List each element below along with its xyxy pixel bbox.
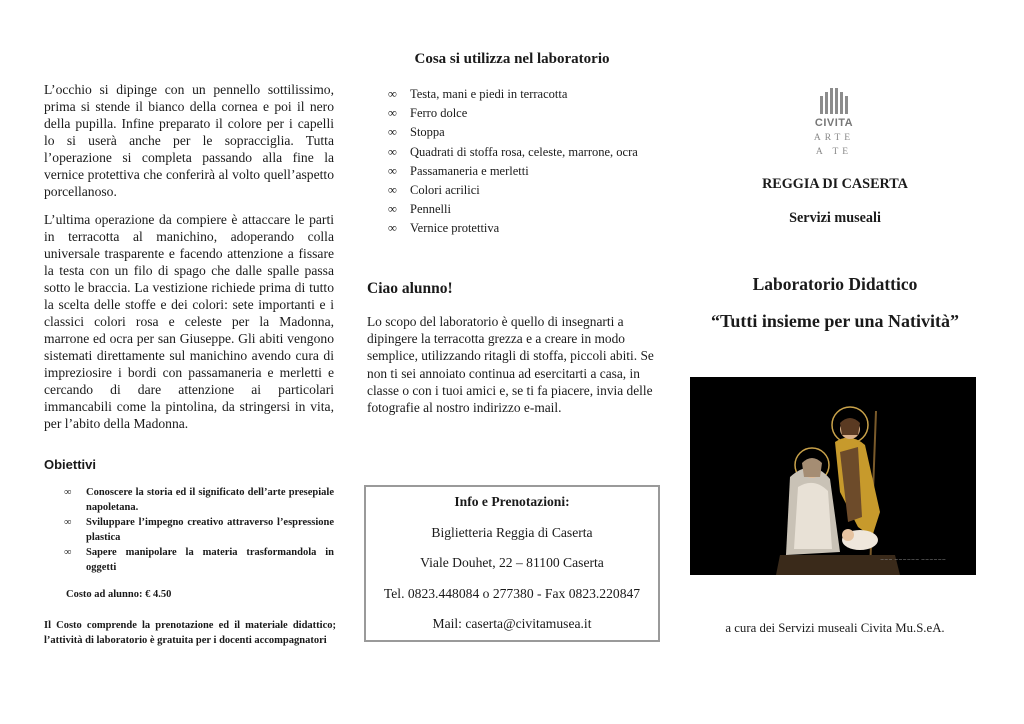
obiettivi-list xyxy=(64,486,334,576)
list-item: ∞ Testa, mani e piedi in terracotta xyxy=(388,85,638,104)
lab-subtitle: “Tutti insieme per una Natività” xyxy=(710,311,960,331)
logo-tagline-2: A TE xyxy=(815,147,853,157)
list-item: ∞ Conoscere la storia ed il significato dell’arte presepiale napoletana. xyxy=(64,487,334,513)
civita-logo-icon xyxy=(816,84,852,114)
paragraph-eye-painting: L’occhio si dipinge con un pennello sottilissimo, prima si stende il bianco della cornea e poi il nero della pupilla. Infine preparato il colore per i capelli lo si userà anche per le sopracciglia. Tutta l’operazione si completa passando alla fine la vernice protettiva che conferirà al volto quell’aspetto porcellanoso. xyxy=(44,82,334,199)
infinity-bullet-icon: ∞ xyxy=(64,547,72,558)
list-item: ∞ Passamaneria e merletti xyxy=(388,162,638,181)
phone-fax: Tel. 0823.448084 o 277380 - Fax 0823.220847 xyxy=(383,586,641,601)
list-item: ∞ Sviluppare l’impegno creativo attraverso l’espressione plastica xyxy=(64,517,334,543)
greeting-heading: Ciao alunno! xyxy=(367,280,453,297)
obiettivi-heading: Obiettivi xyxy=(44,457,97,472)
infinity-bullet-icon: ∞ xyxy=(388,106,397,121)
list-item: ∞ Vernice protettiva xyxy=(388,219,638,238)
infinity-bullet-icon: ∞ xyxy=(64,487,72,498)
list-item: ∞ Sapere manipolare la materia trasformandola in oggetti xyxy=(64,547,334,573)
email-address[interactable]: Mail: caserta@civitamusea.it xyxy=(432,616,592,631)
infinity-bullet-icon: ∞ xyxy=(388,221,397,236)
institution-subtitle: Servizi museali xyxy=(789,210,881,226)
logo-tagline-1: ARTE xyxy=(813,133,855,143)
list-item: ∞ Colori acrilici xyxy=(388,181,638,200)
cost-per-student: Costo ad alunno: € 4.50 xyxy=(66,589,172,600)
info-heading: Info e Prenotazioni: xyxy=(454,494,570,509)
list-item: ∞ Ferro dolce xyxy=(388,104,638,123)
infinity-bullet-icon: ∞ xyxy=(388,183,397,198)
list-item: ∞ Stoppa xyxy=(388,123,638,142)
infinity-bullet-icon: ∞ xyxy=(64,517,72,528)
cost-note: Il Costo comprende la prenotazione ed il materiale didattico; l’attività di laboratorio è gratuita per i docenti accompagnatori xyxy=(44,620,336,646)
ticket-office: Biglietteria Reggia di Caserta xyxy=(431,525,593,540)
address: Viale Douhet, 22 – 81100 Caserta xyxy=(420,555,604,570)
infinity-bullet-icon: ∞ xyxy=(388,87,397,101)
nativity-illustration xyxy=(690,377,976,575)
infinity-bullet-icon: ∞ xyxy=(388,163,397,178)
infinity-bullet-icon: ∞ xyxy=(388,202,397,217)
infinity-bullet-icon: ∞ xyxy=(388,144,397,159)
list-item: ∞ Pennelli xyxy=(388,200,638,219)
purpose-paragraph: Lo scopo del laboratorio è quello di insegnarti a dipingere la terracotta grezza e a creare in modo semplice, utilizzando ritagli di stoffa, piccoli abiti. Se non ti sei annoiato continua ad esercitarti a casa, in classe o con i tuoi amici e, se ti fa piacere, invia delle fotografie al nostro indirizzo e-mail. xyxy=(367,314,654,416)
institution-title: REGGIA DI CASERTA xyxy=(762,176,908,192)
nativity-photo xyxy=(690,377,976,575)
info-box xyxy=(364,485,660,642)
logo-name: CIVITA xyxy=(814,117,854,129)
paragraph-assembly: L’ultima operazione da compiere è attaccare le parti in terracotta al manichino, adoperando colla universale trasparente e facendo attenzione a fissare la testa con un filo di spago che dalle spalle passa sotto le braccia. La vestizione richiede prima di tutto la scelta delle stoffe e dei colori: sete importanti e i classici colori rosa e celeste per la Madonna, marrone ed ocra per san Giuseppe. Gli abiti vengono sistemati direttamente sul manichino avendo cura di impreziosire i bordi con passamaneria e merletti e cercando di dare attenzione ai particolari immancabili come la pintolina, da stringersi in vita, per l’abito della Madonna. xyxy=(44,212,334,431)
list-item: ∞ Quadrati di stoffa rosa, celeste, marrone, ocra xyxy=(388,143,638,162)
svg-text:~~~ ~~~~~~ ~~~~~~: ~~~ ~~~~~~ ~~~~~~ xyxy=(879,557,946,563)
materials-heading: Cosa si utilizza nel laboratorio xyxy=(414,51,610,67)
materials-list xyxy=(388,85,638,239)
credits: a cura dei Servizi museali Civita Mu.S.eA. xyxy=(725,621,945,635)
lab-title: Laboratorio Didattico xyxy=(752,274,918,294)
infinity-bullet-icon: ∞ xyxy=(388,125,397,140)
civita-logo xyxy=(810,84,858,162)
